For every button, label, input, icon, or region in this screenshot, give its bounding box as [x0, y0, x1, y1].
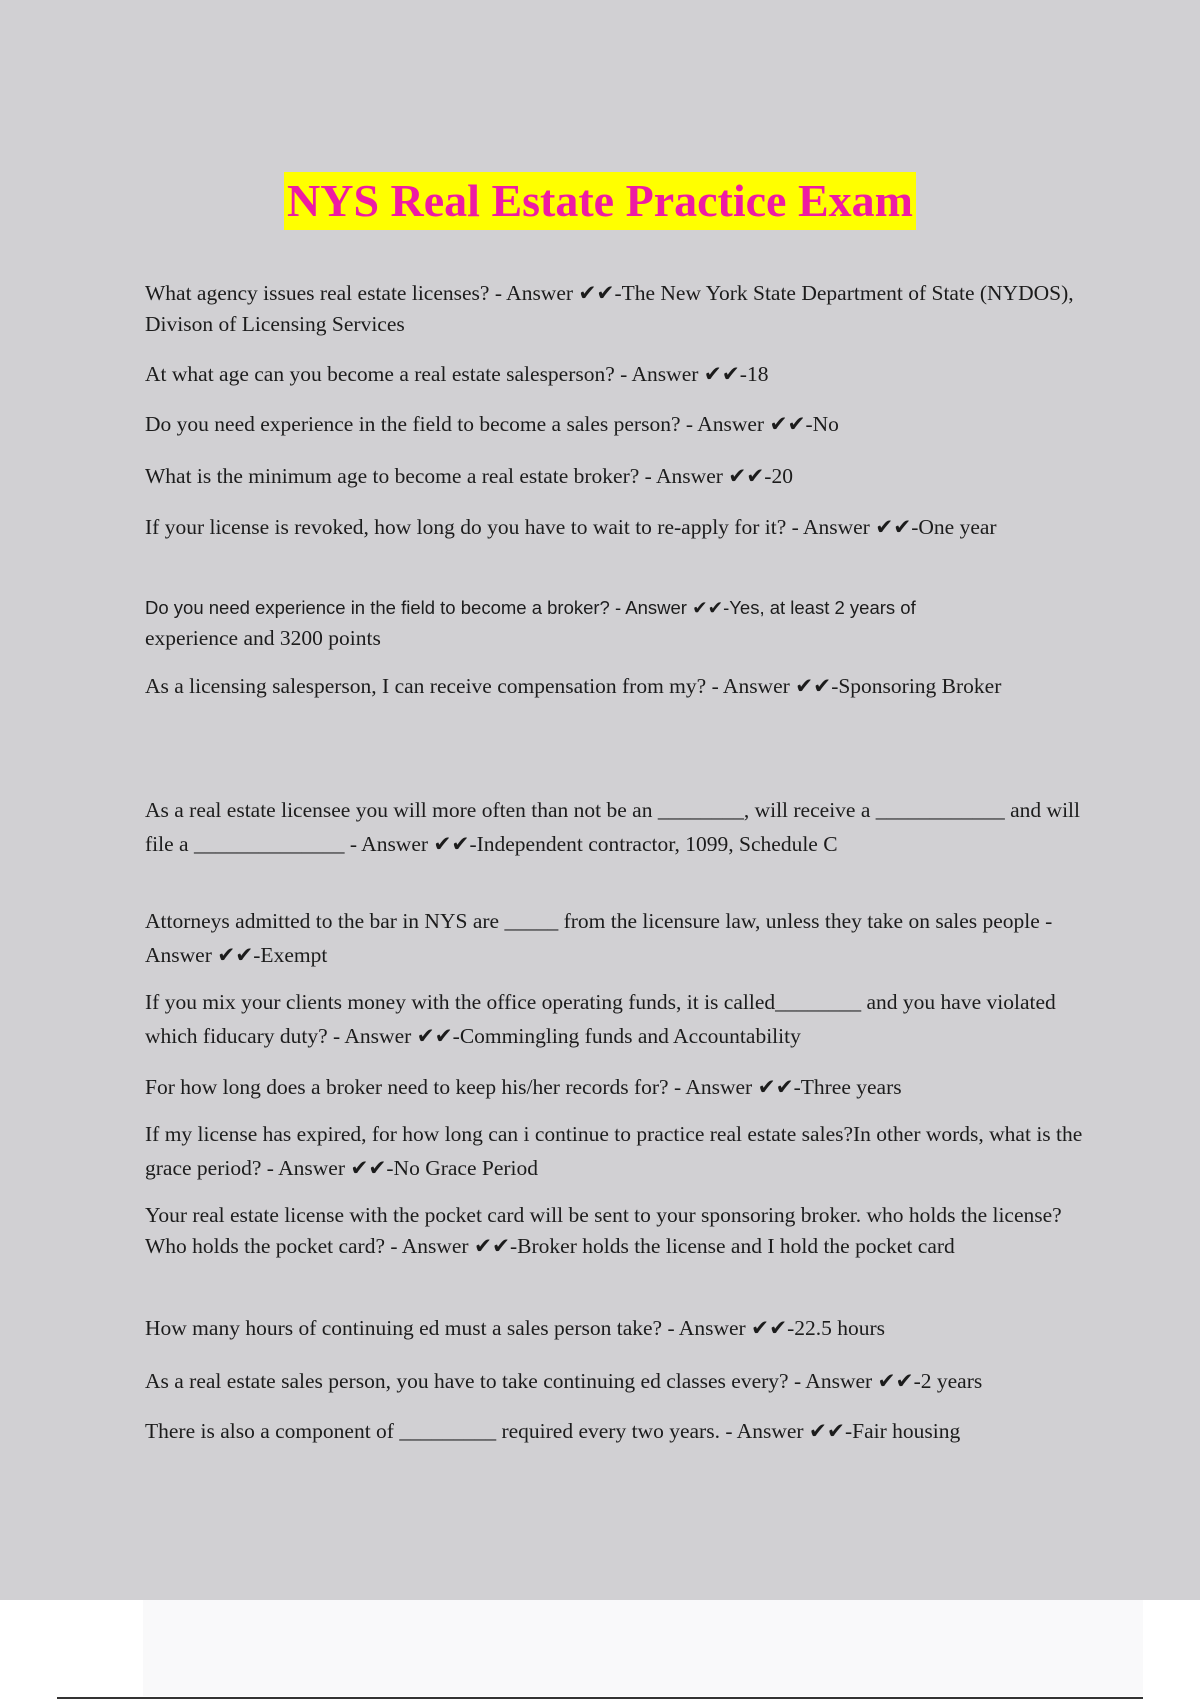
question-item: How many hours of continuing ed must a sales person take? - Answer ✔✔-22.5 hours: [145, 1316, 886, 1340]
question-item: If your license is revoked, how long do you have to wait to re-apply for it? - Answer ✔✔-One year: [145, 515, 997, 539]
question-text-sans: Do you need experience in the field to become a broker? - Answer ✔✔-Yes, at least 2 years of: [145, 597, 916, 618]
next-page-area: [143, 1600, 1143, 1696]
question-item: Attorneys admitted to the bar in NYS are _____ from the licensure law, unless they take on sales people - Answer ✔✔-Exempt: [145, 909, 1053, 967]
question-item: As a real estate sales person, you have to take continuing ed classes every? - Answer ✔✔-2 years: [145, 1369, 983, 1393]
document-title: NYS Real Estate Practice Exam: [284, 172, 916, 230]
question-item: What agency issues real estate licenses? - Answer ✔✔-The New York State Department of State (NYDOS), Divison of Licensing Services: [145, 281, 1074, 336]
question-item: As a licensing salesperson, I can receive compensation from my? - Answer ✔✔-Sponsoring Broker: [145, 674, 1002, 698]
question-item: Your real estate license with the pocket card will be sent to your sponsoring broker. who holds the license? Who holds the pocket card? - Answer ✔✔-Broker holds the license and I hold the pocket card: [145, 1203, 1062, 1258]
question-item: Do you need experience in the field to become a sales person? - Answer ✔✔-No: [145, 412, 839, 436]
question-text-continued: experience and 3200 points: [145, 626, 381, 650]
question-item: If you mix your clients money with the office operating funds, it is called________ and you have violated which fiducary duty? - Answer ✔✔-Commingling funds and Accountability: [145, 990, 1056, 1048]
question-item: [145, 592, 1090, 654]
question-item: As a real estate licensee you will more often than not be an ________, will receive a ____________ and will file a ______________ - Answer ✔✔-Independent contractor, 1099, Schedule C: [145, 798, 1080, 856]
page-divider: [57, 1697, 1143, 1699]
question-item: At what age can you become a real estate salesperson? - Answer ✔✔-18: [145, 362, 769, 386]
title-container: [0, 172, 1200, 230]
question-item: There is also a component of _________ required every two years. - Answer ✔✔-Fair housing: [145, 1419, 961, 1443]
question-item: What is the minimum age to become a real estate broker? - Answer ✔✔-20: [145, 464, 793, 488]
question-item: For how long does a broker need to keep his/her records for? - Answer ✔✔-Three years: [145, 1075, 902, 1099]
question-item: If my license has expired, for how long can i continue to practice real estate sales?In other words, what is the grace period? - Answer ✔✔-No Grace Period: [145, 1122, 1083, 1180]
